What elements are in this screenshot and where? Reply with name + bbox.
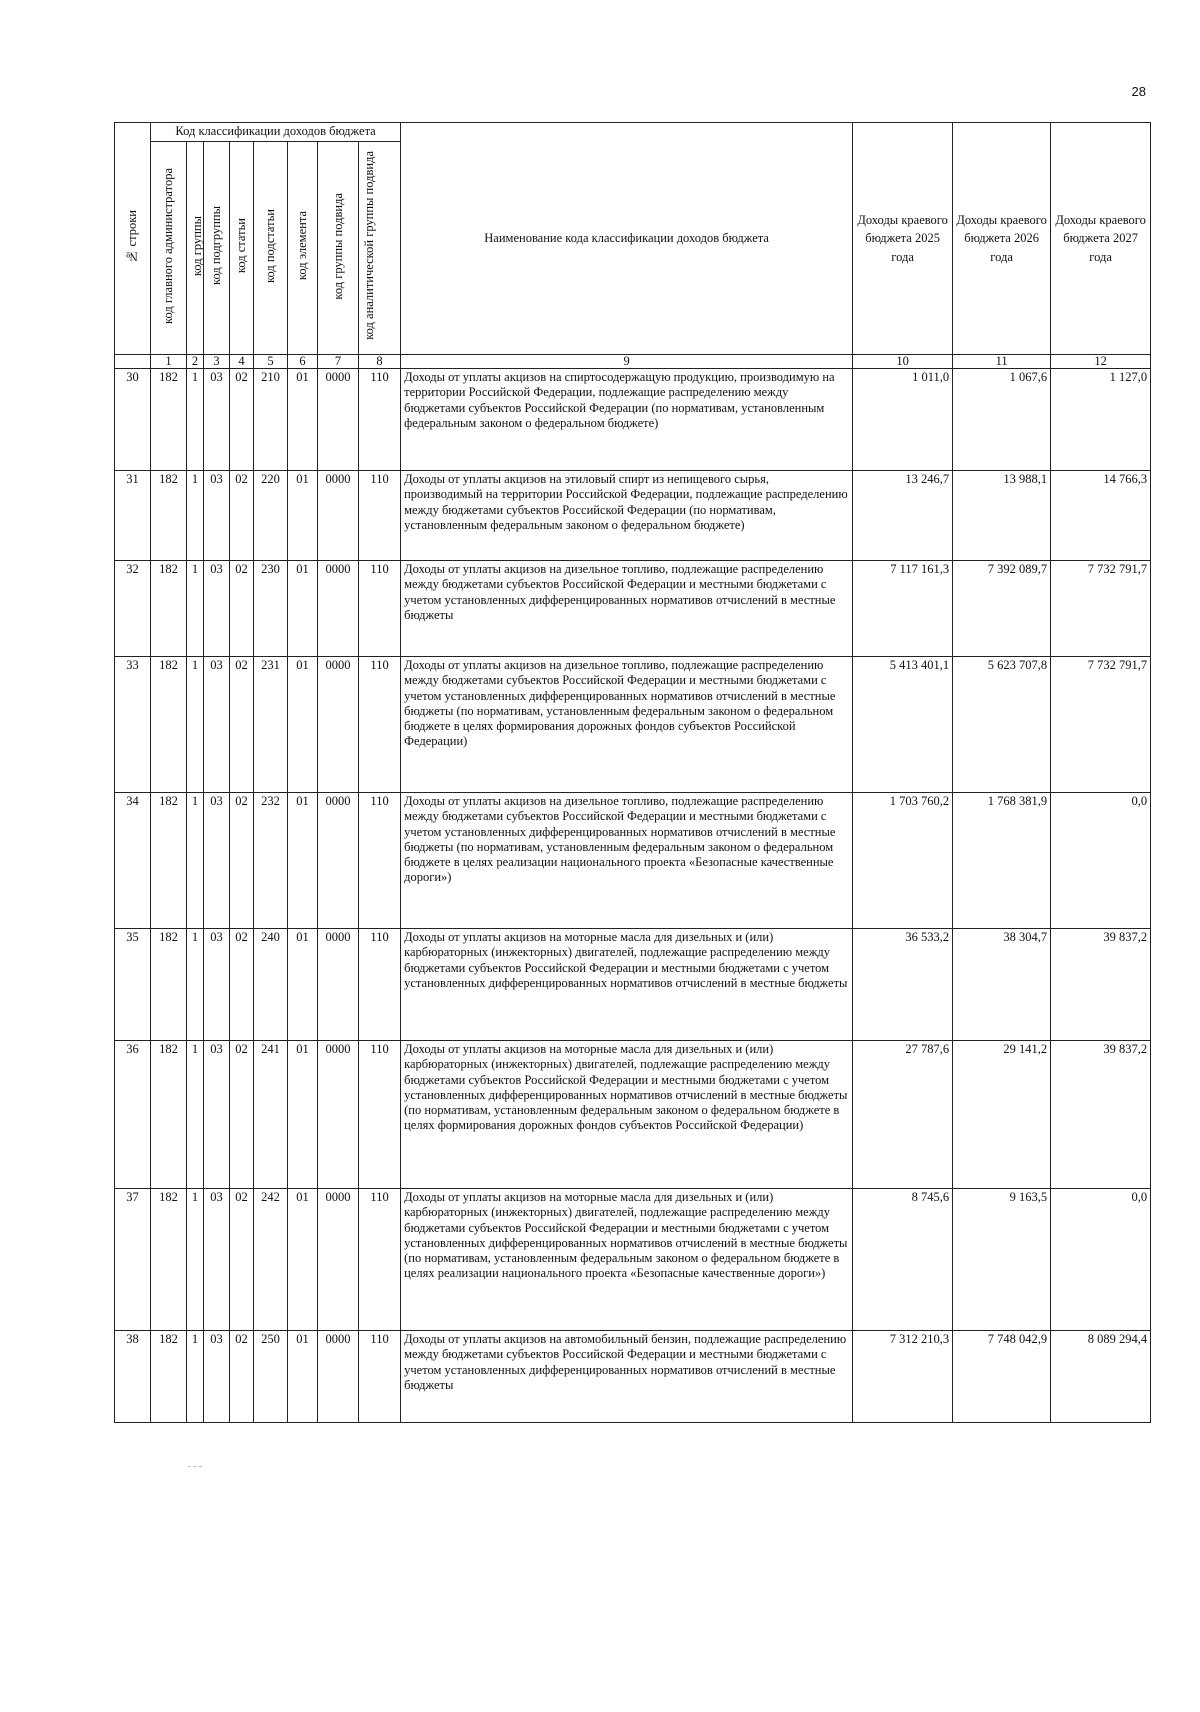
subarticle-code-header: код подстатьи [254,142,288,355]
budget-income-table [114,122,1151,1423]
element-code-cell: 01 [288,471,318,561]
element-code-cell: 01 [288,793,318,929]
income-2025-cell: 1 703 760,2 [853,793,953,929]
income-2026-cell: 29 141,2 [953,1041,1051,1189]
article-code-cell: 02 [230,929,254,1041]
income-name-cell: Доходы от уплаты акцизов на автомобильный бензин, подлежащие распределению между бюджетами субъектов Российской Федерации и местными бюджетами с учетом установленных дифференцированных нормативов отчислений в местные бюджеты [401,1331,853,1423]
element-code-cell: 01 [288,561,318,657]
income-name-cell: Доходы от уплаты акцизов на этиловый спирт из непищевого сырья, производимый на территории Российской Федерации, подлежащие распределению между бюджетами субъектов Российской Федерации (по нормативам, установленным федеральным законом о федеральном бюджете) [401,471,853,561]
income-2025-header: Доходы краевого бюджета 2025 года [853,123,953,355]
row-number-cell: 38 [115,1331,151,1423]
column-number [115,355,151,369]
admin-code-cell: 182 [151,657,187,793]
income-name-cell: Доходы от уплаты акцизов на моторные масла для дизельных и (или) карбюраторных (инжекторных) двигателей, подлежащие распределению между бюджетами субъектов Российской Федерации и местными бюджетами с учетом установленных дифференцированных нормативов отчислений в местные бюджеты [401,929,853,1041]
group-code-cell: 1 [187,929,204,1041]
element-code-cell: 01 [288,1189,318,1331]
income-name-cell: Доходы от уплаты акцизов на дизельное топливо, подлежащие распределению между бюджетами субъектов Российской Федерации и местными бюджетами с учетом установленных дифференцированных нормативов отчислений в местные бюджеты (по нормативам, установленным федеральным законом о федеральном бюджете в целях формирования дорожных фондов субъектов Российской Федерации) [401,657,853,793]
subgroup-code-cell: 03 [204,657,230,793]
group-code-cell: 1 [187,793,204,929]
article-code-cell: 02 [230,561,254,657]
scan-mark [188,1466,202,1467]
table-row [115,561,1151,657]
income-2026-cell: 7 748 042,9 [953,1331,1051,1423]
subgroup-code-cell: 03 [204,929,230,1041]
subarticle-code-cell: 231 [254,657,288,793]
subtype-group-code-cell: 0000 [318,657,359,793]
row-number-cell: 31 [115,471,151,561]
subarticle-code-cell: 220 [254,471,288,561]
income-2025-cell: 7 312 210,3 [853,1331,953,1423]
group-code-cell: 1 [187,657,204,793]
group-code-cell: 1 [187,561,204,657]
income-2027-cell: 0,0 [1051,793,1151,929]
income-2027-cell: 1 127,0 [1051,369,1151,471]
article-code-header: код статьи [230,142,254,355]
income-2027-cell: 7 732 791,7 [1051,561,1151,657]
analytic-group-code-cell: 110 [359,561,401,657]
income-2026-cell: 13 988,1 [953,471,1051,561]
subtype-group-code-cell: 0000 [318,1331,359,1423]
element-code-header: код элемента [288,142,318,355]
income-name-cell: Доходы от уплаты акцизов на дизельное топливо, подлежащие распределению между бюджетами субъектов Российской Федерации и местными бюджетами с учетом установленных дифференцированных нормативов отчислений в местные бюджеты [401,561,853,657]
article-code-cell: 02 [230,369,254,471]
row-number-header: № строки [115,123,151,355]
admin-code-cell: 182 [151,793,187,929]
income-name-cell: Доходы от уплаты акцизов на спиртосодержащую продукцию, производимую на территории Российской Федерации, подлежащие распределению между бюджетами субъектов Российской Федерации (по нормативам, установленным федеральным законом о федеральном бюджете) [401,369,853,471]
table-body [115,369,1151,1423]
classification-group-header: Код классификации доходов бюджета [151,123,401,142]
page-number: 28 [1131,84,1146,99]
subtype-group-code-cell: 0000 [318,561,359,657]
income-2025-cell: 13 246,7 [853,471,953,561]
income-2027-cell: 0,0 [1051,1189,1151,1331]
column-number: 6 [288,355,318,369]
column-number: 1 [151,355,187,369]
subtype-group-code-cell: 0000 [318,1189,359,1331]
income-2026-cell: 9 163,5 [953,1189,1051,1331]
article-code-cell: 02 [230,1041,254,1189]
income-2027-cell: 14 766,3 [1051,471,1151,561]
column-number: 4 [230,355,254,369]
row-number-cell: 32 [115,561,151,657]
admin-code-cell: 182 [151,369,187,471]
subtype-group-code-cell: 0000 [318,1041,359,1189]
element-code-cell: 01 [288,1041,318,1189]
subgroup-code-header: код подгруппы [204,142,230,355]
analytic-group-code-cell: 110 [359,929,401,1041]
table-row [115,793,1151,929]
article-code-cell: 02 [230,471,254,561]
subgroup-code-cell: 03 [204,369,230,471]
subarticle-code-cell: 210 [254,369,288,471]
table-row [115,1331,1151,1423]
subtype-group-code-header: код группы подвида [318,142,359,355]
subarticle-code-cell: 241 [254,1041,288,1189]
analytic-group-code-header: код аналитической группы подвида [359,142,401,355]
column-number: 3 [204,355,230,369]
group-code-header: код группы [187,142,204,355]
admin-code-cell: 182 [151,1189,187,1331]
subtype-group-code-cell: 0000 [318,929,359,1041]
analytic-group-code-cell: 110 [359,369,401,471]
admin-code-cell: 182 [151,561,187,657]
subarticle-code-cell: 232 [254,793,288,929]
subgroup-code-cell: 03 [204,793,230,929]
income-2027-header: Доходы краевого бюджета 2027 года [1051,123,1151,355]
subarticle-code-cell: 230 [254,561,288,657]
income-2027-cell: 7 732 791,7 [1051,657,1151,793]
row-number-cell: 36 [115,1041,151,1189]
income-2025-cell: 1 011,0 [853,369,953,471]
table-row [115,657,1151,793]
analytic-group-code-cell: 110 [359,1041,401,1189]
row-number-cell: 30 [115,369,151,471]
column-number: 2 [187,355,204,369]
group-code-cell: 1 [187,1189,204,1331]
table-row [115,471,1151,561]
element-code-cell: 01 [288,1331,318,1423]
income-name-cell: Доходы от уплаты акцизов на моторные масла для дизельных и (или) карбюраторных (инжекторных) двигателей, подлежащие распределению между бюджетами субъектов Российской Федерации и местными бюджетами с учетом установленных дифференцированных нормативов отчислений в местные бюджеты (по нормативам, установленным федеральным законом о федеральном бюджете в целях реализации национального проекта «Безопасные качественные дороги») [401,1189,853,1331]
analytic-group-code-cell: 110 [359,1189,401,1331]
admin-code-header: код главного администратора [151,142,187,355]
income-2026-cell: 1 067,6 [953,369,1051,471]
element-code-cell: 01 [288,369,318,471]
subtype-group-code-cell: 0000 [318,369,359,471]
income-2027-cell: 8 089 294,4 [1051,1331,1151,1423]
column-number: 12 [1051,355,1151,369]
row-number-cell: 37 [115,1189,151,1331]
table-row [115,1041,1151,1189]
subgroup-code-cell: 03 [204,1331,230,1423]
analytic-group-code-cell: 110 [359,471,401,561]
income-2026-cell: 7 392 089,7 [953,561,1051,657]
income-name-cell: Доходы от уплаты акцизов на дизельное топливо, подлежащие распределению между бюджетами субъектов Российской Федерации и местными бюджетами с учетом установленных дифференцированных нормативов отчислений в местные бюджеты (по нормативам, установленным федеральным законом о федеральном бюджете в целях реализации национального проекта «Безопасные качественные дороги») [401,793,853,929]
row-number-cell: 35 [115,929,151,1041]
group-code-cell: 1 [187,471,204,561]
column-number: 9 [401,355,853,369]
income-2025-cell: 7 117 161,3 [853,561,953,657]
column-number: 10 [853,355,953,369]
income-2025-cell: 36 533,2 [853,929,953,1041]
income-2025-cell: 5 413 401,1 [853,657,953,793]
table-row [115,369,1151,471]
subarticle-code-cell: 240 [254,929,288,1041]
admin-code-cell: 182 [151,1331,187,1423]
article-code-cell: 02 [230,1189,254,1331]
table-row [115,1189,1151,1331]
income-2027-cell: 39 837,2 [1051,929,1151,1041]
column-number: 5 [254,355,288,369]
income-2026-cell: 38 304,7 [953,929,1051,1041]
column-number: 11 [953,355,1051,369]
row-number-cell: 34 [115,793,151,929]
subarticle-code-cell: 242 [254,1189,288,1331]
subgroup-code-cell: 03 [204,1189,230,1331]
group-code-cell: 1 [187,1331,204,1423]
income-2027-cell: 39 837,2 [1051,1041,1151,1189]
subarticle-code-cell: 250 [254,1331,288,1423]
income-2026-cell: 1 768 381,9 [953,793,1051,929]
analytic-group-code-cell: 110 [359,793,401,929]
group-code-cell: 1 [187,1041,204,1189]
subgroup-code-cell: 03 [204,1041,230,1189]
column-number: 7 [318,355,359,369]
admin-code-cell: 182 [151,929,187,1041]
column-number: 8 [359,355,401,369]
article-code-cell: 02 [230,657,254,793]
subgroup-code-cell: 03 [204,561,230,657]
subtype-group-code-cell: 0000 [318,793,359,929]
group-code-cell: 1 [187,369,204,471]
article-code-cell: 02 [230,793,254,929]
name-column-header: Наименование кода классификации доходов бюджета [401,123,853,355]
admin-code-cell: 182 [151,471,187,561]
row-number-cell: 33 [115,657,151,793]
table-row [115,929,1151,1041]
element-code-cell: 01 [288,929,318,1041]
subgroup-code-cell: 03 [204,471,230,561]
article-code-cell: 02 [230,1331,254,1423]
element-code-cell: 01 [288,657,318,793]
admin-code-cell: 182 [151,1041,187,1189]
analytic-group-code-cell: 110 [359,1331,401,1423]
income-name-cell: Доходы от уплаты акцизов на моторные масла для дизельных и (или) карбюраторных (инжекторных) двигателей, подлежащие распределению между бюджетами субъектов Российской Федерации и местными бюджетами с учетом установленных дифференцированных нормативов отчислений в местные бюджеты (по нормативам, установленным федеральным законом о федеральном бюджете в целях формирования дорожных фондов субъектов Российской Федерации) [401,1041,853,1189]
income-2026-cell: 5 623 707,8 [953,657,1051,793]
subtype-group-code-cell: 0000 [318,471,359,561]
income-2026-header: Доходы краевого бюджета 2026 года [953,123,1051,355]
analytic-group-code-cell: 110 [359,657,401,793]
income-2025-cell: 27 787,6 [853,1041,953,1189]
income-2025-cell: 8 745,6 [853,1189,953,1331]
